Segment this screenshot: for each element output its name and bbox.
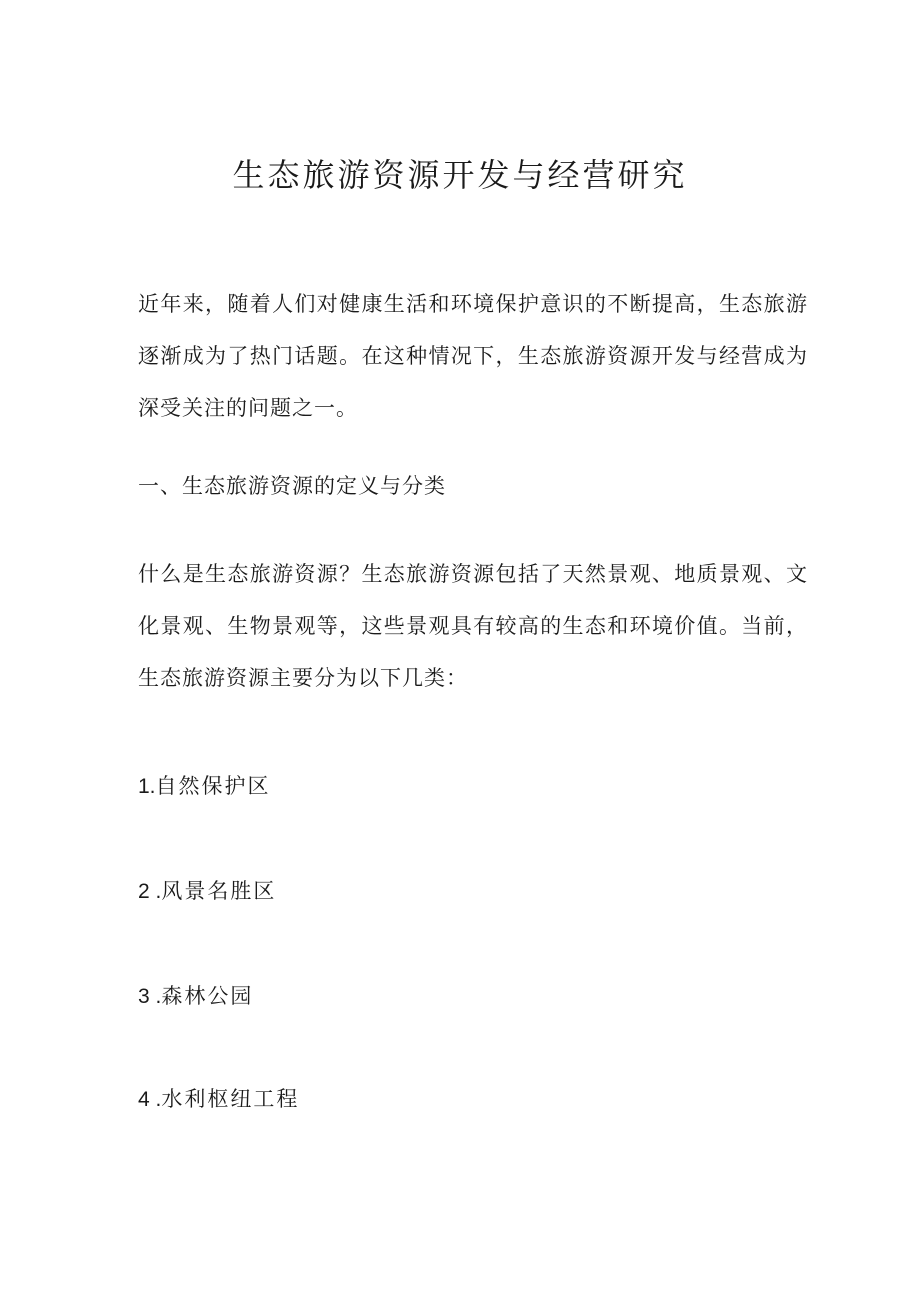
list-item-text: 水利枢纽工程 (161, 1087, 300, 1111)
list-item-text: 风景名胜区 (161, 879, 277, 903)
list-item-number: 3 . (138, 985, 162, 1008)
list-item-number: 1. (138, 775, 156, 798)
list-item (138, 1079, 299, 1120)
list-item (138, 871, 276, 912)
section-heading: 一、生态旅游资源的定义与分类 (138, 474, 446, 498)
list-item (138, 976, 253, 1017)
document-title: 生态旅游资源开发与经营研究 (232, 156, 688, 194)
definition-paragraph: 什么是生态旅游资源？生态旅游资源包括了天然景观、地质景观、文化景观、生物景观等，这些景观具有较高的生态和环境价值。当前，生态旅游资源主要分为以下几类： (138, 562, 808, 690)
list-item (138, 766, 271, 807)
intro-paragraph: 近年来，随着人们对健康生活和环境保护意识的不断提高，生态旅游逐渐成为了热门话题。在这种情况下，生态旅游资源开发与经营成为深受关注的问题之一。 (138, 292, 808, 420)
list-item-text: 自然保护区 (155, 774, 271, 798)
list-item-number: 2 . (138, 880, 162, 903)
list-item-text: 森林公园 (161, 984, 254, 1008)
list-item-number: 4 . (138, 1088, 162, 1111)
